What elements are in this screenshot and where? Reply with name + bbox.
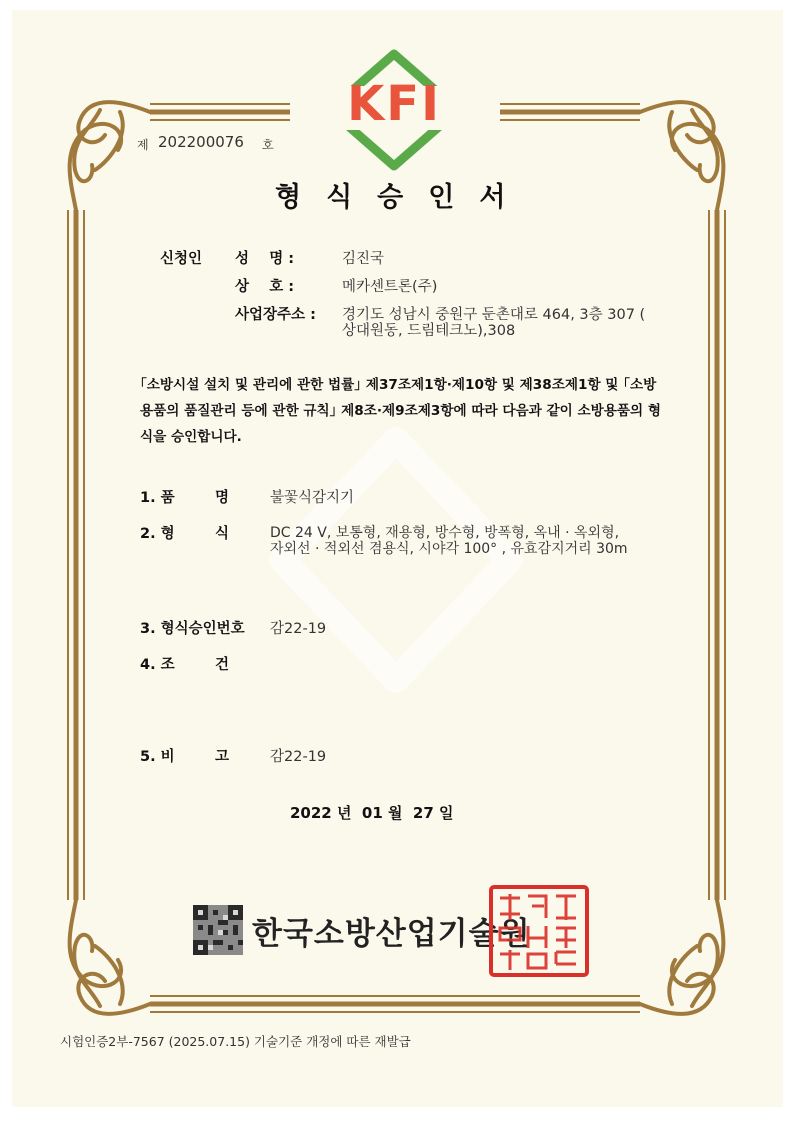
footer-reissue-note: 시험인증2부-7567 (2025.07.15) 기술기준 개정에 따른 재발급 [60, 1034, 411, 1049]
approval-number-label: 3. 형식승인번호 [140, 621, 245, 637]
qr-code-icon [193, 905, 243, 955]
address-label: 사업장주소 : [235, 307, 316, 323]
document-title: 형식승인서 [275, 182, 531, 213]
applicant-section-label: 신청인 [160, 251, 203, 267]
kfi-watermark [282, 440, 510, 680]
condition-label: 4. 조 건 [140, 657, 230, 673]
statement-line-2: 용품의 품질관리 등에 관한 규칙｣ 제8조·제9조제3항에 따라 다음과 같이 소방용품의 형 [140, 403, 662, 419]
address-line-2: 상대원동, 드림테크노),308 [342, 323, 516, 339]
address-line-1: 경기도 성남시 중원구 둔촌대로 464, 3층 307 ( [342, 307, 646, 323]
company-value: 메카센트론(주) [342, 279, 438, 295]
approval-number-value: 감22-19 [270, 621, 327, 637]
product-value: 불꽃식감지기 [270, 490, 355, 506]
cert-number-prefix: 제 [137, 138, 149, 152]
cert-number-suffix: 호 [262, 138, 274, 152]
product-label: 1. 품 명 [140, 490, 230, 506]
remarks-value: 감22-19 [270, 749, 327, 765]
type-label: 2. 형 식 [140, 526, 230, 542]
name-value: 김진국 [342, 251, 385, 267]
remarks-label: 5. 비 고 [140, 749, 230, 765]
cert-number: 202200076 [158, 133, 244, 151]
statement-line-3: 식을 승인합니다. [140, 429, 242, 445]
issue-date: 2022 년 01 월 27 일 [290, 804, 454, 822]
company-label: 상 호 : [235, 279, 295, 295]
issuer-name: 한국소방산업기술원 [252, 916, 531, 952]
type-line-2: 자외선 · 적외선 겸용식, 시야각 100° , 유효감지거리 30m [270, 541, 628, 557]
name-label: 성 명 : [235, 251, 295, 267]
official-seal [488, 884, 590, 978]
kfi-logo-text: KFI [347, 76, 441, 132]
statement-line-1: ｢소방시설 설치 및 관리에 관한 법률｣ 제37조제1항·제10항 및 제38조제1항 및 ｢소방 [140, 377, 657, 393]
type-line-1: DC 24 V, 보통형, 재용형, 방수형, 방폭형, 옥내 · 옥외형, [270, 525, 620, 541]
